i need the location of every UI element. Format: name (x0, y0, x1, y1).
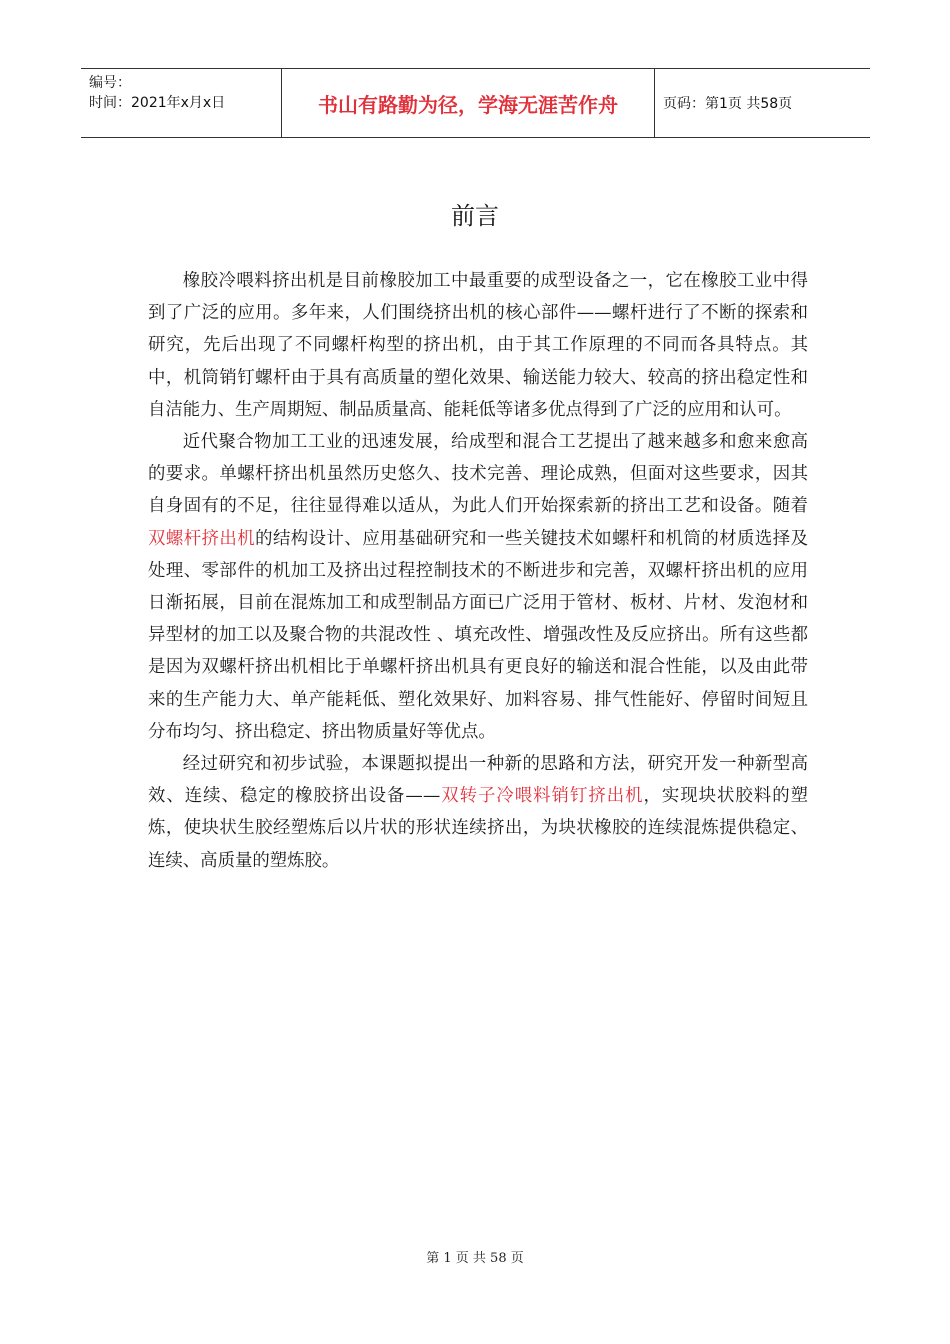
paragraph-3-text-b: ，实现块状胶料的塑炼，使块状生胶经塑炼后以片状的形状连续挤出，为块状橡胶的连续混炼提供稳定、连续、高质量的塑炼胶。 (148, 786, 808, 871)
date-label: 时间：2021年x月x日 (89, 95, 226, 111)
highlight-link-twin-screw[interactable]: 双螺杆挤出机 (148, 528, 256, 549)
paragraph-2-text-b: 的结构设计、应用基础研究和一些关键技术如螺杆和机筒的材质选择及处理、零部件的机加工及挤出过程控制技术的不断进步和完善，双螺杆挤出机的应用日渐拓展，目前在混炼加工和成型制品方面已广泛用于管材、板材、片材、发泡材和异型材的加工以及聚合物的共混改性 、填充改性、增强改性及反应挤出。所有这些都是因为双螺杆挤出机相比于单螺杆挤出机具有更良好的输送和混合性能，以及由此带来的生产能力大、单产能耗低、塑化效果好、加料容易、排气性能好、停留时间短且分布均匀、挤出稳定、挤出物质量好等优点。 (148, 528, 808, 742)
page-header (81, 68, 870, 138)
paragraph-3-text-a: 经过研究和初步试验，本课题拟提出一种新的思路和方法，研究开发一种新型高效、连续、稳定的橡胶挤出设备—— (148, 754, 808, 807)
document-body (148, 265, 808, 877)
header-page-info: 页码：第1页 共58页 (663, 96, 793, 112)
number-label: 编号： (89, 75, 131, 91)
highlight-link-twin-rotor[interactable]: 双转子冷喂料销钉挤出机 (440, 786, 644, 807)
paragraph-2-text-a: 近代聚合物加工工业的迅速发展，给成型和混合工艺提出了越来越多和愈来愈高的要求。单螺杆挤出机虽然历史悠久、技术完善、理论成熟，但面对这些要求，因其自身固有的不足，往往显得难以适从，为此人们开始探索新的挤出工艺和设备。随着 (148, 432, 808, 517)
paragraph-1: 橡胶冷喂料挤出机是目前橡胶加工中最重要的成型设备之一，它在橡胶工业中得到了广泛的应用。多年来，人们围绕挤出机的核心部件——螺杆进行了不断的探索和研究，先后出现了不同螺杆构型的挤出机，由于其工作原理的不同而各具特点。其中，机筒销钉螺杆由于具有高质量的塑化效果、输送能力较大、较高的挤出稳定性和自洁能力、生产周期短、制品质量高、能耗低等诸多优点得到了广泛的应用和认可。 (148, 271, 808, 420)
paragraph-2 (148, 426, 808, 748)
paragraph-3 (148, 748, 808, 877)
page-footer: 第 1 页 共 58 页 (426, 1251, 524, 1266)
header-meta (81, 69, 281, 137)
header-motto: 书山有路勤为径，学海无涯苦作舟 (281, 69, 655, 137)
page-title: 前言 (451, 202, 499, 230)
